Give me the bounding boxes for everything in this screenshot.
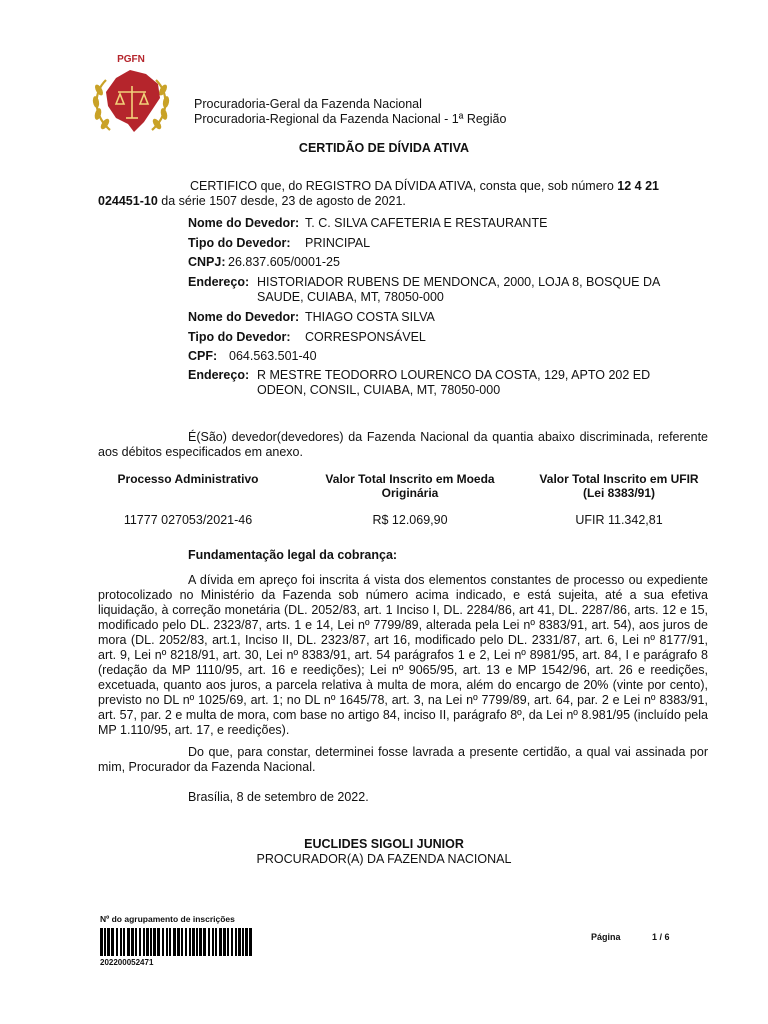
debt-statement-text: É(São) devedor(devedores) da Fazenda Nacional da quantia abaixo discriminada, referente aos débitos especificados em anexo. <box>98 430 708 459</box>
col-header-process: Processo Administrativo <box>117 472 259 486</box>
debtor-2-type-row <box>188 330 708 345</box>
page-label: Página <box>591 932 621 942</box>
barcode-bar <box>238 928 241 956</box>
debtor-type-value: CORRESPONSÁVEL <box>305 330 426 344</box>
certificate-text: CERTIFICO que, do REGISTRO DA DÍVIDA ATIVA, consta que, sob número <box>190 179 618 193</box>
barcode-bar <box>192 928 195 956</box>
debtor-name-label: Nome do Devedor: <box>188 310 300 324</box>
logo-text: PGFN <box>117 54 145 65</box>
barcode-bar <box>215 928 217 956</box>
registry-number-part2: 024451-10 <box>98 194 158 208</box>
page-number: 1 / 6 <box>652 932 670 942</box>
org-name-line1: Procuradoria-Geral da Fazenda Nacional <box>194 97 422 111</box>
cell-process-number: 11777 027053/2021-46 <box>123 513 253 527</box>
barcode-bar <box>169 928 171 956</box>
barcode-bar <box>185 928 187 956</box>
barcode-bar <box>235 928 237 956</box>
barcode-bar <box>120 928 122 956</box>
pgfn-logo <box>86 50 176 142</box>
col-header-ufir-value: Valor Total Inscrito em UFIR (Lei 8383/91) <box>539 472 699 500</box>
barcode-bar <box>100 928 103 956</box>
debtor-1-name-row <box>188 216 708 231</box>
barcode-bar <box>123 928 125 956</box>
address-value: HISTORIADOR RUBENS DE MENDONCA, 2000, LOJA 8, BOSQUE DA SAUDE, CUIABA, MT, 78050-000 <box>257 275 660 304</box>
cnpj-value: 26.837.605/0001-25 <box>228 255 340 269</box>
barcode-bar <box>181 928 183 956</box>
organization-header <box>194 97 506 127</box>
barcode-bar <box>116 928 118 956</box>
debtor-type-value: PRINCIPAL <box>305 236 371 250</box>
debtor-2-name-row <box>188 310 708 325</box>
barcode-number: 202200052471 <box>100 958 154 967</box>
debtor-2-address-row <box>188 368 708 397</box>
certificate-series-text: da série 1507 desde, 23 de agosto de 2021. <box>157 194 406 208</box>
barcode-bar <box>131 928 134 956</box>
closing-paragraph <box>98 745 708 775</box>
debtor-type-label: Tipo do Devedor: <box>188 236 291 250</box>
address-label: Endereço: <box>188 368 250 382</box>
barcode-bar <box>219 928 222 956</box>
cpf-value: 064.563.501-40 <box>229 349 317 363</box>
debt-statement <box>98 430 708 460</box>
cell-ufir-value: UFIR 11.342,81 <box>575 513 663 527</box>
barcode-bar <box>196 928 198 956</box>
barcode-bar <box>146 928 149 956</box>
barcode-bar <box>249 928 252 956</box>
barcode-bar <box>223 928 226 956</box>
address-label: Endereço: <box>188 275 250 289</box>
barcode-bar <box>104 928 106 956</box>
debtor-name-label: Nome do Devedor: <box>188 216 300 230</box>
legal-basis-text: A dívida em apreço foi inscrita á vista dos elementos constantes de processo ou expediente protocolizado no Ministério da Fazenda sob número acima indicado, e está sujeita, até a sua efetiva liquidação, à correção monetária (DL. 2052/83, art. 1 Inciso I, DL. 2284/86, art 41, DL. 2287/86, arts. 12 e 15, modificado pelo DL. 2323/87, arts. 1 e 14, Lei nº 7799/89, alterada pela Lei nº 8383/91, art. 54), aos juros de mora (DL. 2052/83, art.1, Inciso II, DL. 2323/87, art 16, modificado pelo DL. 2331/87, art. 6, Lei nº 8177/91, art. 9, Lei nº 8218/91, art. 30, Lei nº 8383/91, art. 54 parágrafos 1 e 2, Lei nº 8981/95, art. 84, I e parágrafo 8 (redação da MP 1110/95, art. 16 e reedições); Lei nº 9065/95, art. 13 e MP 1542/96, art. 26 e reedições, excetuada, quanto aos juros, a parcela relativa à multa de mora, além do encargo de 20% (vinte por cento), previsto no DL nº 1025/69, art. 1; no DL nº 1645/78, art. 3, na Lei nº 7799/89, art. 64, par. 2 e Lei nº 8383/91, art. 57, par. 2 e multa de mora, com base no artigo 84, inciso II, parágrafo 8º, da Lei nº 8.981/95 (incluído pela MP 1.110/95, art. 17, e reedições). <box>98 573 708 737</box>
barcode-bar <box>203 928 206 956</box>
barcode-bar <box>199 928 202 956</box>
debtor-name-value: T. C. SILVA CAFETERIA E RESTAURANTE <box>305 216 548 230</box>
barcode-bar <box>162 928 164 956</box>
barcode-bar <box>227 928 229 956</box>
debtor-1-type-row <box>188 236 708 251</box>
signatory-name: EUCLIDES SIGOLI JUNIOR <box>304 837 464 851</box>
barcode-bar <box>135 928 137 956</box>
debtor-name-value: THIAGO COSTA SILVA <box>305 310 435 324</box>
barcode-bar <box>189 928 191 956</box>
signatory-role: PROCURADOR(A) DA FAZENDA NACIONAL <box>256 852 512 866</box>
barcode-bar <box>242 928 244 956</box>
registry-number-part1: 12 4 21 <box>617 179 659 193</box>
barcode-bar <box>127 928 130 956</box>
org-name-line2: Procuradoria-Regional da Fazenda Nacional - 1ª Região <box>194 112 507 126</box>
barcode-bar <box>150 928 152 956</box>
barcode-bar <box>208 928 210 956</box>
barcode-bar <box>107 928 110 956</box>
debtor-2-cpf-row <box>188 349 708 364</box>
closing-text: Do que, para constar, determinei fosse lavrada a presente certidão, a qual vai assinada por mim, Procurador da Fazenda Nacional. <box>98 745 708 774</box>
debtor-1-address-row <box>188 275 708 304</box>
barcode-bar <box>143 928 145 956</box>
barcode-bar <box>139 928 141 956</box>
cnpj-label: CNPJ: <box>188 255 226 269</box>
certificate-intro <box>98 179 706 209</box>
barcode <box>100 928 252 956</box>
cell-original-value: R$ 12.069,90 <box>372 513 448 527</box>
barcode-bar <box>153 928 156 956</box>
barcode-bar <box>231 928 233 956</box>
place-date: Brasília, 8 de setembro de 2022. <box>188 790 369 804</box>
debtor-type-label: Tipo do Devedor: <box>188 330 291 344</box>
legal-basis-title: Fundamentação legal da cobrança: <box>188 548 398 562</box>
col-header-original-value: Valor Total Inscrito em Moeda Originária <box>325 472 495 500</box>
barcode-bar <box>166 928 168 956</box>
cpf-label: CPF: <box>188 349 218 363</box>
debtor-1-cnpj-row <box>188 255 708 270</box>
barcode-bar <box>177 928 180 956</box>
barcode-bar <box>212 928 214 956</box>
document-title: CERTIDÃO DE DÍVIDA ATIVA <box>298 141 470 155</box>
barcode-bar <box>157 928 160 956</box>
address-value: R MESTRE TEODORRO LOURENCO DA COSTA, 129, APTO 202 ED ODEON, CONSIL, CUIABA, MT, 78050-000 <box>257 368 651 397</box>
barcode-bar <box>111 928 114 956</box>
barcode-bar <box>173 928 176 956</box>
group-number-label: Nº do agrupamento de inscrições <box>100 914 235 924</box>
barcode-bar <box>245 928 248 956</box>
legal-basis-paragraph <box>98 573 708 738</box>
